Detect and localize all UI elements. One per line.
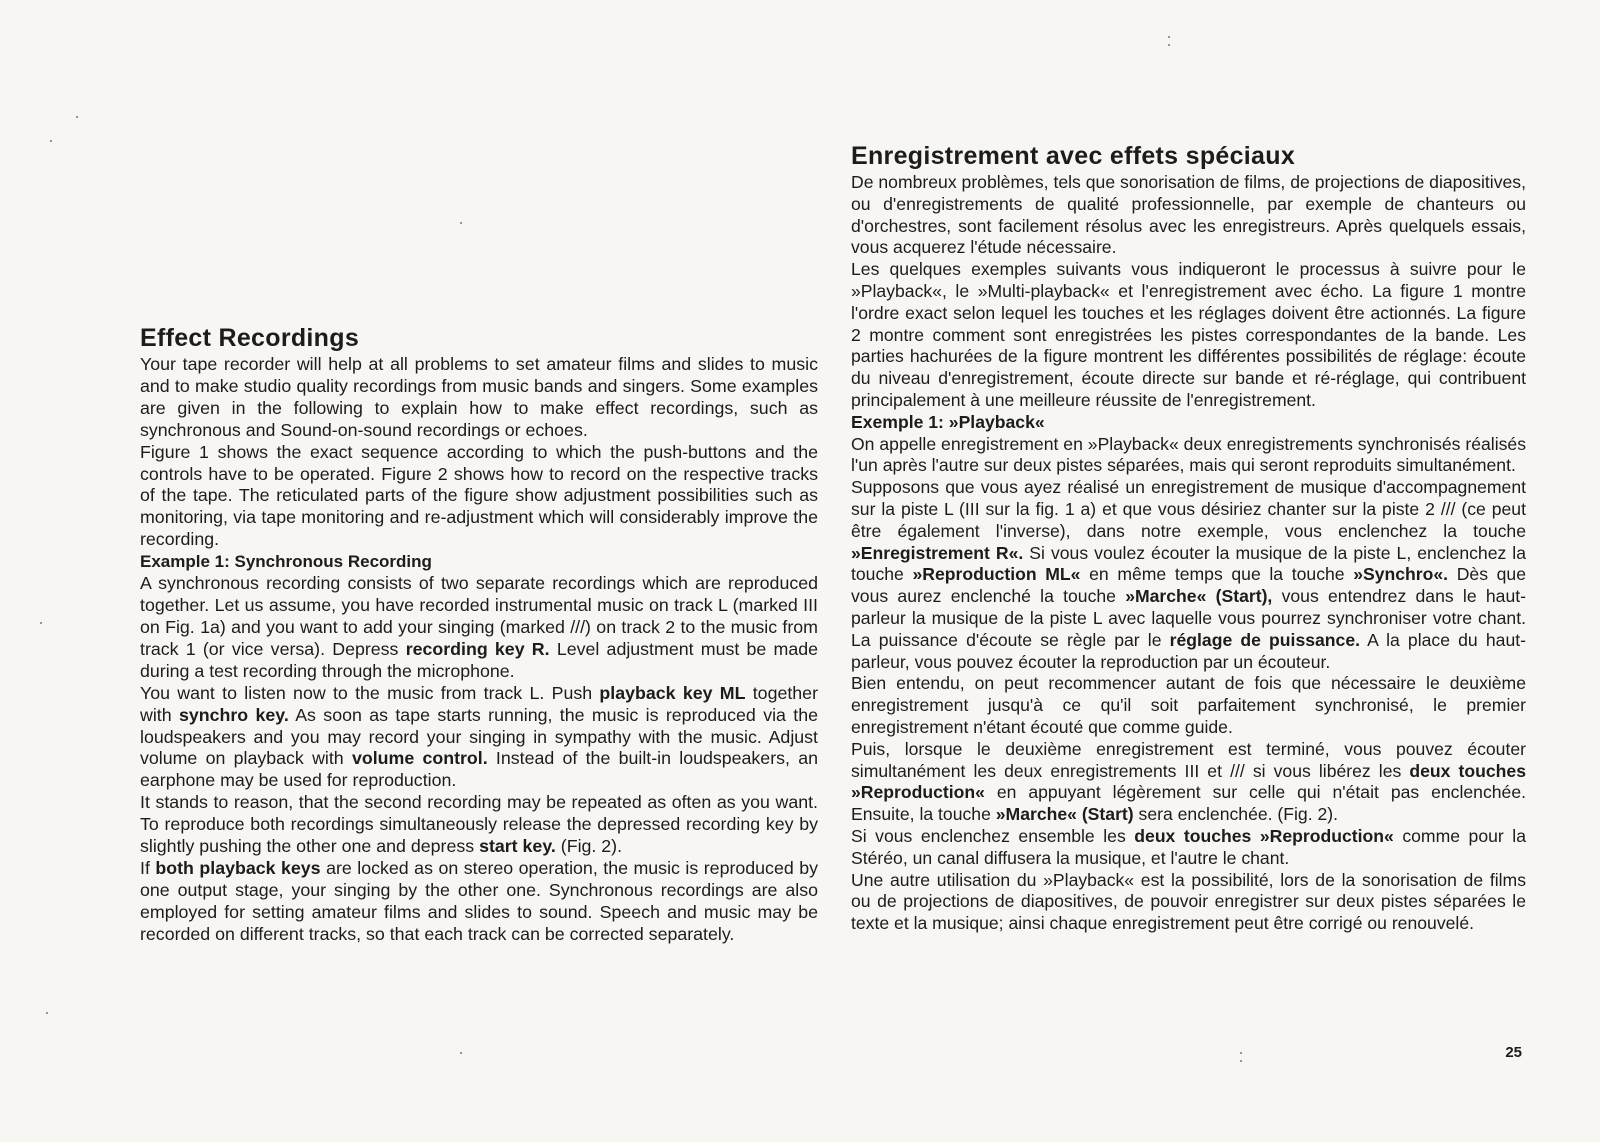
text-run: comme pour la Stéréo, un canal diffusera la musique, et l'autre le chant. [851, 825, 1526, 868]
bold-term: deux touches »Reproduction« [851, 760, 1526, 803]
bold-term: »Synchro«. [1353, 564, 1449, 585]
scan-speck [76, 116, 78, 118]
text-run: Dès que vous aurez enclenché la touche [851, 564, 1526, 607]
scan-speck [46, 1012, 48, 1014]
bold-term: volume control. [351, 748, 488, 769]
page-number: 25 [1505, 1044, 1522, 1061]
text-run: en même temps que la touche [1080, 564, 1354, 585]
bold-term: both playback keys [155, 857, 321, 878]
french-repeat-paragraph: Bien entendu, on peut recommencer autant de fois que nécessaire le deuxième enregistrement jusqu'à ce qu'il soit parfaitement synchronisé, le premier enregistrement n'étant écouté que comme guide. [851, 673, 1526, 737]
text-run: Puis, lorsque le deuxième enregistrement est terminé, vous pouvez écouter simultanément les deux enregistrements III et /// si vous libérez les [851, 738, 1526, 781]
english-listen-paragraph [140, 683, 818, 793]
english-figure-paragraph: Figure 1 shows the exact sequence according to which the push-buttons and the controls have to be operated. Figure 2 shows how to record on the respective tracks of the tape. The reticulated parts of the figure show adjustment possibilities such as monitoring, via tape monitoring and re-adjustment which will considerably improve the recording. [140, 441, 818, 550]
text-run: If [140, 857, 156, 878]
scan-speck [460, 222, 462, 224]
french-stereo-paragraph [851, 826, 1526, 870]
english-section-title: Effect Recordings [140, 324, 360, 352]
english-column [140, 322, 818, 946]
scan-speck [1240, 1060, 1242, 1062]
french-examples-paragraph: Les quelques exemples suivants vous indiqueront le processus à suivre pour le »Playback«, le »Multi-playback« et l'enregistrement avec écho. La figure 1 montre l'ordre exact selon lequel les touches et les réglages doivent être actionnés. La figure 2 montre comment sont enregistrées les pistes correspondantes de la bande. Les parties hachurées de la figure montrent les différentes possibilités de réglage: écoute du niveau d'enregistrement, écoute directe sur bande et ré-réglage, qui contribuent principalement à une meilleure réussite de l'enregistrement. [851, 259, 1526, 410]
text-run: Supposons que vous ayez réalisé un enregistrement de musique d'accompagnement sur la piste L (III sur la fig. 1 a) et que vous désiriez chanter sur la piste 2 /// (ce peut être également l'inverse), dans notre exemple, vous enclenchez la touche [851, 477, 1526, 541]
english-synchronous-paragraph [140, 573, 818, 683]
french-example-heading: Exemple 1: »Playback« [851, 411, 1045, 432]
text-run: As soon as tape starts running, the music is reproduced via the loudspeakers and you may record your singing in sympathy with the music. Adjust volume on playback with [140, 704, 818, 769]
scan-speck [40, 622, 42, 624]
text-run: You want to listen now to the music from track L. Push [140, 682, 600, 703]
french-intro-paragraph: De nombreux problèmes, tels que sonorisation de films, de projections de diapositives, ou d'enregistrements de qualité professionnelle, par exemple de chanteurs ou d'orchestres, sont facilement résolus avec les enregistreurs. Après quelquels essais, vous acquerez l'étude nécessaire. [851, 172, 1526, 258]
bold-term: recording key R. [405, 638, 550, 659]
bold-term: deux touches »Reproduction« [1134, 825, 1394, 846]
english-stereo-paragraph [140, 858, 818, 946]
french-other-use-paragraph: Une autre utilisation du »Playback« est la possibilité, lors de la sonorisation de films ou de projections de diapositives, de pouvoir enregistrer sur deux pistes séparées le texte et la musique; ainsi chaque enregistrement peut être corrigé ou renouvelé. [851, 869, 1526, 934]
bold-term: synchro key. [178, 704, 289, 725]
bold-term: réglage de puissance. [1169, 629, 1360, 650]
text-run: en appuyant légèrement sur celle qui n'était pas enclenchée. Ensuite, la touche [851, 782, 1526, 825]
text-run: A synchronous recording consists of two separate recordings which are reproduced together. Let us assume, you have recorded instrumental music on track L (marked III on Fig. 1a) and you want to add your singing (marked ///) on track 2 to the music from track 1 (or vice versa). Depress [140, 573, 818, 659]
english-repeat-paragraph [140, 792, 818, 858]
bold-term: »Marche« (Start), [1125, 586, 1273, 607]
bold-term: playback key ML [599, 682, 746, 703]
text-run: together with [140, 682, 818, 725]
scan-speck [1240, 1052, 1242, 1054]
text-run: sera enclenchée. (Fig. 2). [1133, 804, 1339, 825]
french-simultaneous-paragraph [851, 739, 1526, 826]
scan-speck [460, 1052, 462, 1054]
text-run: A la place du haut-parleur, vous pouvez écouter la reproduction par un écouteur. [851, 629, 1526, 672]
text-run: Level adjustment must be made during a test recording through the microphone. [140, 638, 818, 681]
bold-term: »Reproduction ML« [912, 564, 1081, 585]
scan-speck [50, 140, 52, 142]
scan-speck [1168, 44, 1170, 46]
text-run: It stands to reason, that the second recording may be repeated as often as you want. To reproduce both recordings simultaneously release the depressed recording key by slightly pushing the other one and depress [140, 792, 818, 857]
text-run: vous entendrez dans le haut-parleur la musique de la piste L avec laquelle vous pourrez synchroniser votre chant. La puissance d'écoute se règle par le [851, 586, 1526, 650]
text-run: (Fig. 2). [555, 836, 623, 857]
text-run: are locked as on stereo operation, the music is reproduced by one output stage, your singing by the other one. Synchronous recordings are also employed for setting amateur films and slides to sound. Speech and music may be recorded on different tracks, so that each track can be corrected separately. [140, 857, 818, 944]
english-intro-paragraph: Your tape recorder will help at all problems to set amateur films and slides to music and to make studio quality recordings from music bands and singers. Some examples are given in the following to explain how to make effect recordings, such as synchronous and Sound-on-sound recordings or echoes. [140, 354, 818, 440]
bold-term: »Enregistrement R«. [851, 542, 1024, 563]
french-section-title: Enregistrement avec effets spéciaux [851, 142, 1296, 170]
text-run: Instead of the built-in loudspeakers, an earphone may be used for reproduction. [140, 748, 818, 791]
french-column [851, 140, 1526, 935]
french-playback-definition: On appelle enregistrement en »Playback« deux enregistrements synchronisés réalisés l'un après l'autre sur deux pistes séparées, mais qui seront reproduits simultanément. [851, 433, 1526, 476]
bold-term: start key. [479, 836, 556, 857]
english-example-heading: Example 1: Synchronous Recording [140, 552, 432, 572]
text-run: Si vous voulez écouter la musique de la piste L, enclenchez la touche [851, 542, 1526, 585]
french-procedure-paragraph [851, 477, 1526, 673]
scan-speck [1168, 36, 1170, 38]
text-run: Si vous enclenchez ensemble les [851, 825, 1135, 846]
bold-term: »Marche« (Start) [995, 804, 1134, 825]
